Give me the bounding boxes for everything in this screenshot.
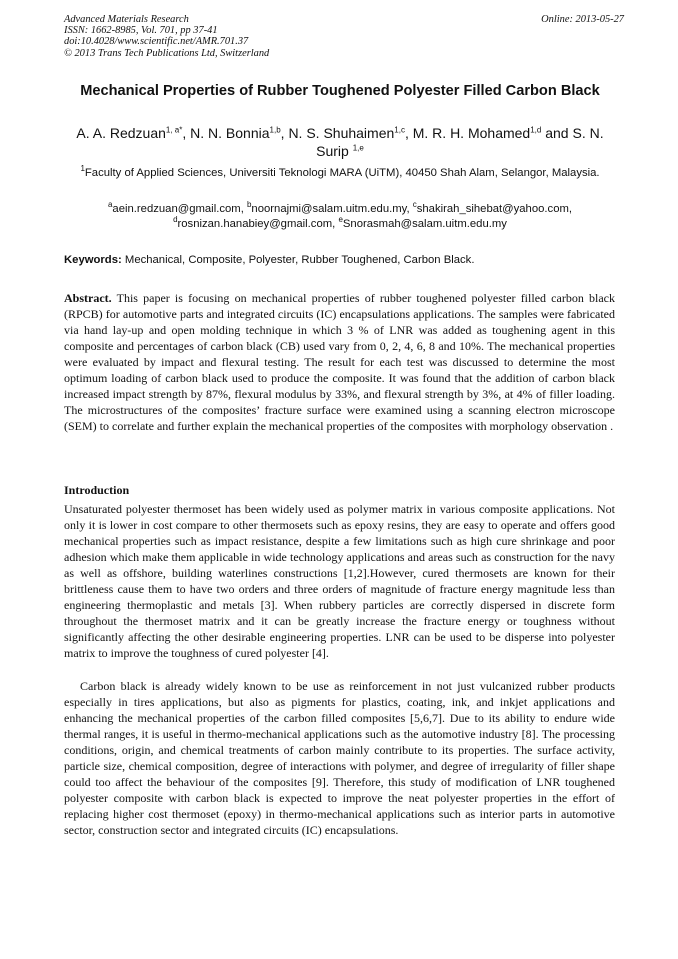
online-date: Online: 2013-05-27 [541,14,624,25]
author-name: M. R. H. Mohamed [412,125,531,141]
doi: doi:10.4028/www.scientific.net/AMR.701.37 [64,36,249,48]
affiliation-text: Faculty of Applied Sciences, Universiti Teknologi MARA (UiTM), 40450 Shah Alam, Selangor, Malaysia. [84,167,600,179]
author-name: N. N. Bonnia [190,125,270,141]
email-sup: e [338,215,343,225]
author-sup: 1,c [394,125,405,135]
copyright: © 2013 Trans Tech Publications Ltd, Switzerland [64,47,270,59]
email-sup: d [173,215,178,225]
author-sep: , [182,125,191,141]
email-sep: , [332,218,339,230]
author-sup: 1,d [530,125,542,135]
email-list [64,202,616,232]
email-sup: b [246,200,252,210]
email-link[interactable]: Snorasmah@salam.uitm.edu.my [342,218,507,230]
email-link[interactable]: aein.redzuan@gmail.com [112,203,241,215]
abstract-text: This paper is focusing on mechanical properties of rubber toughened polyester filled carbon black (RPCB) for automotive parts and integrated circuits (IC) encapsulations applications. The samples were fabricated via hand lay-up and open molding technique in which 3 % of LNR was added as toughening agent in this composite and percentages of carbon black (CB) used vary from 0, 2, 4, 6, 8 and 10%. The mechanical properties were evaluated by impact and flexural testing. The result for each test was discussed to determine the most optimum loading of carbon black used to produce the composite. It was found that the addition of carbon black increased impact strength by 87%, flexural modulus by 33%, and flexural strength by 3%, at 4% of filler loading. The microstructures of the composites’ fracture surface were examined using a scanning electron microscope (SEM) to correlate and further explain the mechanical properties of the composites with morphology observation . [64,291,615,433]
affiliation-sup: 1 [80,164,85,174]
email-link[interactable]: noornajmi@salam.uitm.edu.my [251,203,407,215]
abstract-label: Abstract. [64,291,112,305]
author-list [60,124,620,160]
section-heading-introduction: Introduction [64,483,130,497]
email-sup: a [107,200,113,210]
email-sep: , [240,203,247,215]
author-sep: , [280,125,289,141]
email-sep: , [406,203,413,215]
paper-title: Mechanical Properties of Rubber Toughened Polyester Filled Carbon Black [80,83,600,99]
author-sup: 1,b [269,125,281,135]
author-name: and S. N. Surip [316,125,604,159]
author-name: A. A. Redzuan [76,125,166,141]
keywords [64,253,616,268]
abstract [64,290,615,434]
intro-paragraph-2: Carbon black is already widely known to be use as reinforcement in not just vulcanized rubber products especially in tires applications, but also as pigments for plastics, coating, ink, and inkjet applications and enhancing the mechanical properties of the carbon filled composites [5,6,7]. Due to its ability to endure wide thermal ranges, it is useful in thermo-mechanical applications such as the automotive industry [8]. The processing conditions, origin, and chemical treatments of carbon mainly contribute to its properties. The surface activity, particle size, chemical composition, degree of interactions with polymer, and degree of irregularity of filler shape could too affect the behaviour of the composites [9]. Therefore, this study of modification of LNR toughened polyester composite with carbon black is expected to improve the neat polyester properties in the effort of replacing higher cost thermoset (epoxy) in thermo-mechanical applications such as interior parts in automotive sector, construction sector and integrated circuits (IC) encapsulations. [64,679,615,837]
author-sup: 1, a* [165,125,183,135]
intro-paragraph-1: Unsaturated polyester thermoset has been widely used as polymer matrix in various composite applications. Not only it is lower in cost compare to other thermosets such as epoxy resins, they are easy to operate and offers good mechanical properties such as impact resistance, despite a few limitations such as high cure shrinkage and poor adhesion which make them applicable in wide technology applications and areas such as construction for the navy as well as offshore, building waterlines constructions [1,2].However, cured thermosets are known for their brittleness cause them to have two orders and three orders of magnitude of fracture energy magnitude less than engineering thermoplastic and metals [3]. When rubbery particles are correctly dispersed in discrete form throughout the thermoset matrix and it can be greatly increase the fracture energy or toughness without significantly affecting the other desirable engineering properties. LNR can be used to be disperse into polyester matrix to improve the toughness of cured polyester [4]. [64,502,615,660]
email-sep: , [568,203,573,215]
journal-header [64,14,624,59]
author-sep: , [404,125,413,141]
author-name: N. S. Shuhaimen [288,125,395,141]
affiliation [64,166,616,181]
email-sup: c [412,200,417,210]
keywords-label: Keywords: [64,254,122,266]
keywords-text: Mechanical, Composite, Polyester, Rubber Toughened, Carbon Black. [121,254,475,266]
email-link[interactable]: rosnizan.hanabiey@gmail.com [177,218,333,230]
author-sup: 1,e [352,143,364,153]
issn: ISSN: 1662-8985, Vol. 701, pp 37-41 [64,25,218,37]
journal-name: Advanced Materials Research [64,14,189,25]
email-link[interactable]: shakirah_sihebat@yahoo.com [416,203,569,215]
